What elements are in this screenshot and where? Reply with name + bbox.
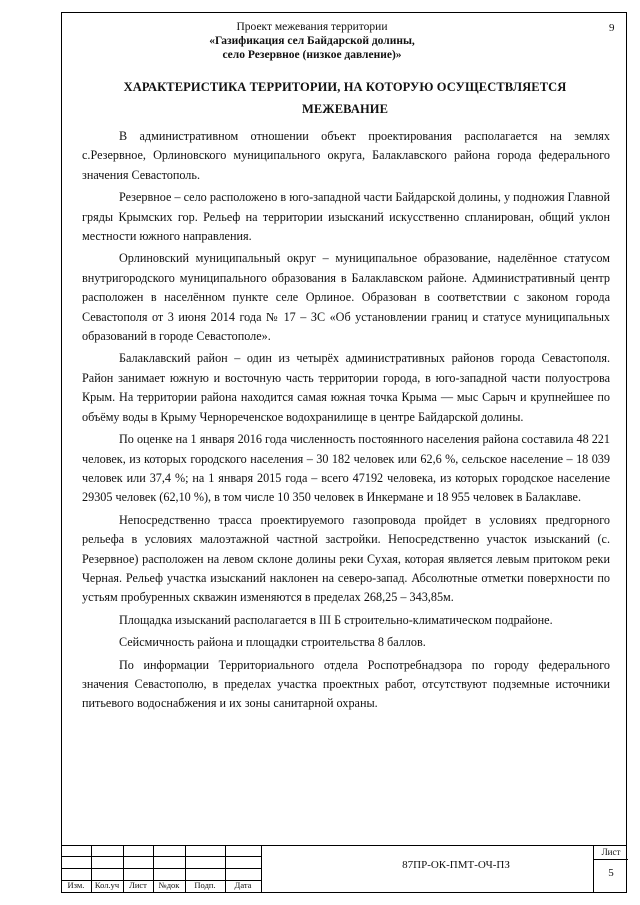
- paragraph: Непосредственно трасса проектируемого газопровода пройдет в условиях предгорного рельефа в условиях малоэтажной частной застройки. Непосредственно участок изысканий (с. Резервное) расположен на левом склоне долины реки Сухая, которая является левым притоком реки Черная. Рельеф участка изысканий наклонен на северо-запад. Абсолютные отметки поверхности по устьям пробуренных скважин изменяются в пределах 268,25 – 343,85м.: [82, 512, 610, 605]
- body-text: [82, 127, 610, 717]
- document-code: 87ПР-ОК-ПМТ-ОЧ-ПЗ: [402, 859, 510, 871]
- paragraph: По оценке на 1 января 2016 года численность постоянного населения района составила 48 221 человек, из которых городского населения – 30 182 человек или 62,6 %, сельское население – 18 039 человек или 37,4 %; на 1 января 2015 года – всего 47192 человека, из которых городское население 29305 человек (62,10 %), в том числе 10 350 человек в Инкермане и 18 955 человек в Балаклаве.: [82, 432, 610, 505]
- stamp-label-podp: Подп.: [194, 880, 216, 890]
- sheet-cell: [593, 845, 628, 893]
- title-line-2: село Резервное (низкое давление)»: [222, 49, 402, 61]
- sheet-divider: [594, 859, 628, 860]
- paragraph: Площадка изысканий располагается в III Б строительно-климатическом подрайоне.: [119, 612, 553, 627]
- stamp-label-data: Дата: [234, 880, 252, 890]
- paragraph: Резервное – село расположено в юго-западной части Байдарской долины, у подножия Главной гряды Крымских гор. Рельеф на территории изысканий искусственно спланирован, общий уклон местности южного направления.: [82, 190, 610, 244]
- stamp-col-line: [261, 845, 262, 893]
- stamp-label-ndok: №док: [158, 880, 180, 890]
- paragraph: По информации Территориального отдела Роспотребнадзора по городу федерального значения Севастополю, в пределах участка проектных работ, отсутствуют подземные источники питьевого водоснабжения и их зоны санитарной охраны.: [82, 657, 610, 711]
- project-line: Проект межевания территории: [236, 21, 388, 33]
- paragraph: Сейсмичность района и площадки строительства 8 баллов.: [119, 635, 426, 650]
- document-header: [62, 20, 562, 62]
- sheet-number: 5: [608, 867, 614, 879]
- sheet-label: Лист: [601, 847, 621, 857]
- section-heading: ХАРАКТЕРИСТИКА ТЕРРИТОРИИ, НА КОТОРУЮ ОСУЩЕСТВЛЯЕТСЯ МЕЖЕВАНИЕ: [123, 80, 567, 116]
- stamp-label-list: Лист: [129, 880, 147, 890]
- paragraph: Орлиновский муниципальный округ – муниципальное образование, наделённое статусом внутригородского муниципального образования в Балаклавском районе. Административный центр расположен в населённом пункте селе Орлиное. Образован в соответствии с законом города Севастополя от 3 июня 2014 года № 17 – ЗС «Об установлении границ и статусе муниципальных образований в городе Севастополе».: [82, 251, 610, 344]
- paragraph: Балаклавский район – один из четырёх административных районов города Севастополя. Район занимает южную и восточную часть территории города, в юго-западной части полуострова Крым. На территории района находится самая южная точка Крыма — мыс Сарыч и крупнейшее по объёму воды в Крыму Чернореченское водохранилище в центре Байдарской долины.: [82, 351, 610, 424]
- stamp-label-kolvo: Кол.уч: [94, 880, 120, 890]
- title-line-1: «Газификация сел Байдарской долины,: [209, 35, 415, 47]
- stamp-label-izm: Изм.: [67, 880, 85, 890]
- page-number: 9: [609, 22, 615, 34]
- title-block-stamp: [61, 845, 627, 893]
- stamp-column-labels: [61, 880, 261, 893]
- paragraph: В административном отношении объект проектирования располагается на землях с.Резервное, Орлиновского муниципального округа, Балаклавского района города федерального значения Севастополь.: [82, 129, 610, 182]
